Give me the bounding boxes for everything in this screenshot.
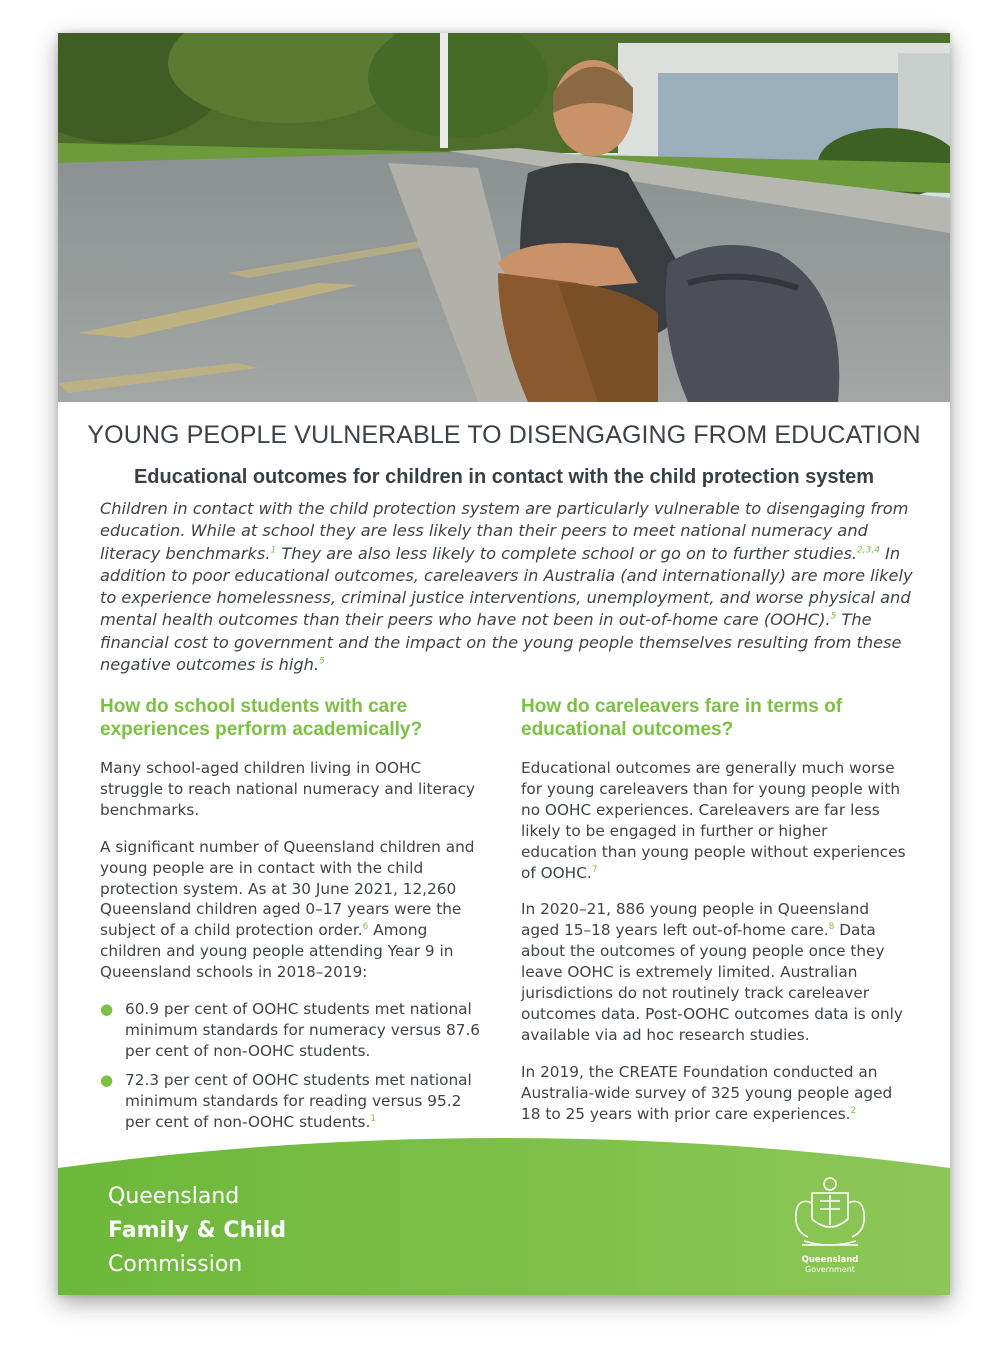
footnote-ref: 5: [319, 656, 325, 667]
hero-photo: [58, 33, 950, 402]
intro-text-3: In addition to poor educational outcomes, careleavers in Australia (and internationally) are more likely to experience homelessness, criminal justice interventions, unemployment, and worse physical and mental health outcomes than their peers who have not been in out-of-home care (OOHC).: [100, 543, 913, 630]
footnote-ref: 6: [362, 922, 369, 933]
list-item: [100, 999, 485, 1062]
intro-text-2: They are also less likely to complete school or go on to further studies.: [276, 543, 858, 563]
right-paragraph-2: [521, 899, 906, 1045]
list-item-text: 60.9 per cent of OOHC students met national minimum standards for numeracy versus 87.6 per cent of non-OOHC students.: [125, 1000, 481, 1060]
right-paragraph-3: [521, 1062, 906, 1125]
right-paragraph-1-text: Educational outcomes are generally much worse for young careleavers than for young people with no OOHC experiences. Careleavers are far less likely to be engaged in further or higher education than young people without experiences of OOHC.: [521, 759, 906, 882]
bullet-icon: ●: [100, 1000, 114, 1019]
photo-boy-sitting-on-curb-icon: [58, 33, 950, 402]
footnote-ref: 5: [830, 612, 837, 623]
page-subtitle: Educational outcomes for children in contact with the child protection system: [133, 466, 875, 488]
footnote-ref: 2: [850, 1105, 857, 1116]
brand-line-2: Family & Child: [108, 1218, 287, 1243]
left-paragraph-2-text-b: Among children and young people attending Year 9 in Queensland schools in 2018–2019:: [100, 921, 454, 982]
footnote-ref: 8: [828, 922, 835, 933]
right-column: [521, 695, 906, 1141]
intro-text-4: The financial cost to government and the impact on the young people themselves resulting from these negative outcomes is high.: [100, 610, 902, 675]
list-item-text: 72.3 per cent of OOHC students met national minimum standards for reading versus 95.2 per cent of non-OOHC students.: [125, 1070, 472, 1131]
intro-paragraph: [100, 498, 920, 676]
left-paragraph-2: [100, 837, 485, 983]
footnote-ref: 2,3,4: [857, 545, 880, 556]
footnote-ref: 1: [270, 545, 277, 556]
statistics-list: [100, 999, 485, 1132]
left-column: [100, 695, 485, 1141]
page-title: YOUNG PEOPLE VULNERABLE TO DISENGAGING FROM EDUCATION: [87, 421, 921, 449]
footnote-ref: 1: [370, 1113, 377, 1124]
left-paragraph-2-text-a: A significant number of Queensland children and young people are in contact with the child protection system. As at 30 June 2021, 12,260 Queensland children aged 0–17 years were the subject of a child protection order.: [100, 837, 475, 940]
left-heading: How do school students with care experiences perform academically?: [100, 696, 423, 740]
intro-text-1: Children in contact with the child protection system are particularly vulnerable to disengaging from education. While at school they are less likely than their peers to meet national numeracy and literacy benchmarks.: [100, 499, 909, 563]
right-heading: How do careleavers fare in terms of educational outcomes?: [521, 696, 843, 740]
government-label: Government: [805, 1265, 855, 1274]
commission-logo-text: [108, 1180, 286, 1282]
brand-line-1: Queensland: [108, 1184, 240, 1209]
left-paragraph-1: Many school-aged children living in OOHC struggle to reach national numeracy and literacy benchmarks.: [100, 759, 476, 819]
brand-line-3: Commission: [108, 1252, 243, 1277]
government-name: Queensland: [801, 1255, 859, 1265]
fact-sheet-page: [58, 33, 950, 1295]
bullet-icon: ●: [100, 1070, 114, 1089]
list-item: [100, 1070, 485, 1133]
right-paragraph-1: [521, 758, 906, 883]
right-paragraph-2-text-a: In 2020–21, 886 young people in Queensland aged 15–18 years left out-of-home care.: [521, 900, 870, 940]
footnote-ref: 7: [591, 864, 598, 875]
right-paragraph-2-text-b: Data about the outcomes of young people once they leave OOHC is extremely limited. Australian jurisdictions do not routinely track careleaver outcomes data. Post-OOHC outcomes data is only available via ad hoc research studies.: [521, 921, 903, 1044]
right-paragraph-3-text: In 2019, the CREATE Foundation conducted an Australia-wide survey of 325 young people aged 18 to 25 years with prior care experiences.: [521, 1062, 893, 1123]
